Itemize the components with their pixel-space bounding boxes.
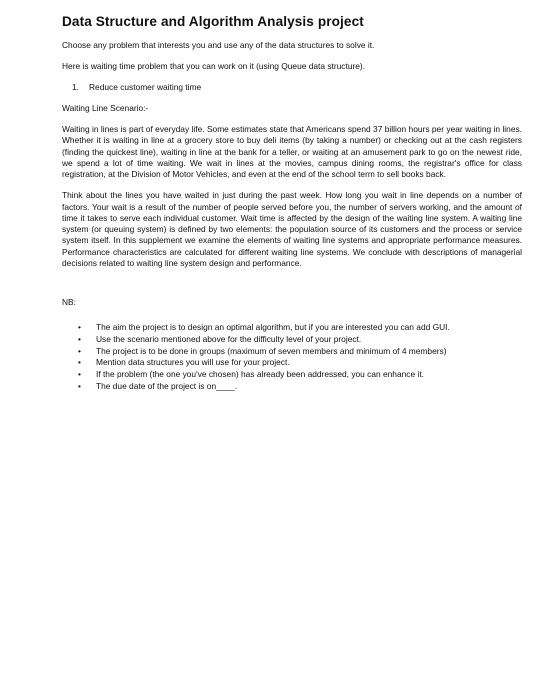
bullet-icon: • bbox=[78, 380, 81, 391]
paragraph-1: Waiting in lines is part of everyday life. Some estimates state that Americans spend 37 billion hours per year waiting in lines. Whether it is waiting in line at a grocery store to buy deli items (by taking a number) or checking out at the cash registers (finding the quickest line), waiting in line at the bank for a teller, or waiting at an amusement park to go on the newest ride, we spend a lot of time waiting. We wait in lines at the movies, campus dining rooms, the registrar's office for class registration, at the Division of Motor Vehicles, and even at the end of the school term to sell books back. bbox=[62, 124, 522, 179]
list-item bbox=[62, 322, 522, 333]
list-item-text: Use the scenario mentioned above for the difficulty level of your project. bbox=[96, 333, 362, 344]
list-item bbox=[62, 334, 522, 345]
document-page bbox=[62, 14, 522, 393]
list-item-text: The project is to be done in groups (maximum of seven members and minimum of 4 members) bbox=[96, 345, 447, 356]
list-item bbox=[62, 346, 522, 357]
document-title: Data Structure and Algorithm Analysis project bbox=[62, 14, 364, 29]
intro-line-1: Choose any problem that interests you and use any of the data structures to solve it. bbox=[62, 40, 375, 50]
list-item bbox=[62, 381, 522, 392]
list-item-text: Mention data structures you will use for your project. bbox=[96, 357, 290, 368]
bullet-icon: • bbox=[78, 369, 81, 379]
numbered-item-text: Reduce customer waiting time bbox=[89, 82, 202, 92]
bullet-icon: • bbox=[78, 322, 81, 332]
paragraph-2: Think about the lines you have waited in just during the past week. How long you wait in line depends on a number of factors. Your wait is a result of the number of people served before you, the number of servers working, and the amount of time it takes to serve each individual customer. Wait time is affected by the design of the waiting line system. A waiting line system (or queuing system) is defined by two elements: the population source of its customers and the process or service system itself. In this supplement we examine the elements of waiting line systems and appropriate performance measures. Performance characteristics are calculated for different waiting line systems. We conclude with descriptions of managerial decisions related to waiting line system design and performance. bbox=[62, 190, 522, 268]
list-item bbox=[62, 357, 522, 368]
bullet-icon: • bbox=[78, 357, 81, 368]
list-item-text: The aim the project is to design an optimal algorithm, but if you are interested you can add GUI. bbox=[96, 322, 450, 332]
numbered-item bbox=[62, 82, 522, 93]
nb-label: NB: bbox=[62, 297, 76, 307]
bullet-icon: • bbox=[78, 345, 81, 356]
intro-line-2: Here is waiting time problem that you can work on it (using Queue data structure). bbox=[62, 61, 366, 71]
list-item-text: The due date of the project is on____. bbox=[96, 380, 238, 391]
numbered-item-number: 1. bbox=[72, 82, 79, 92]
list-item-text: If the problem (the one you've chosen) has already been addressed, you can enhance it. bbox=[96, 369, 424, 379]
requirements-list bbox=[62, 322, 522, 392]
scenario-heading: Waiting Line Scenario:- bbox=[62, 103, 149, 113]
list-item bbox=[62, 369, 522, 380]
bullet-icon: • bbox=[78, 333, 81, 344]
